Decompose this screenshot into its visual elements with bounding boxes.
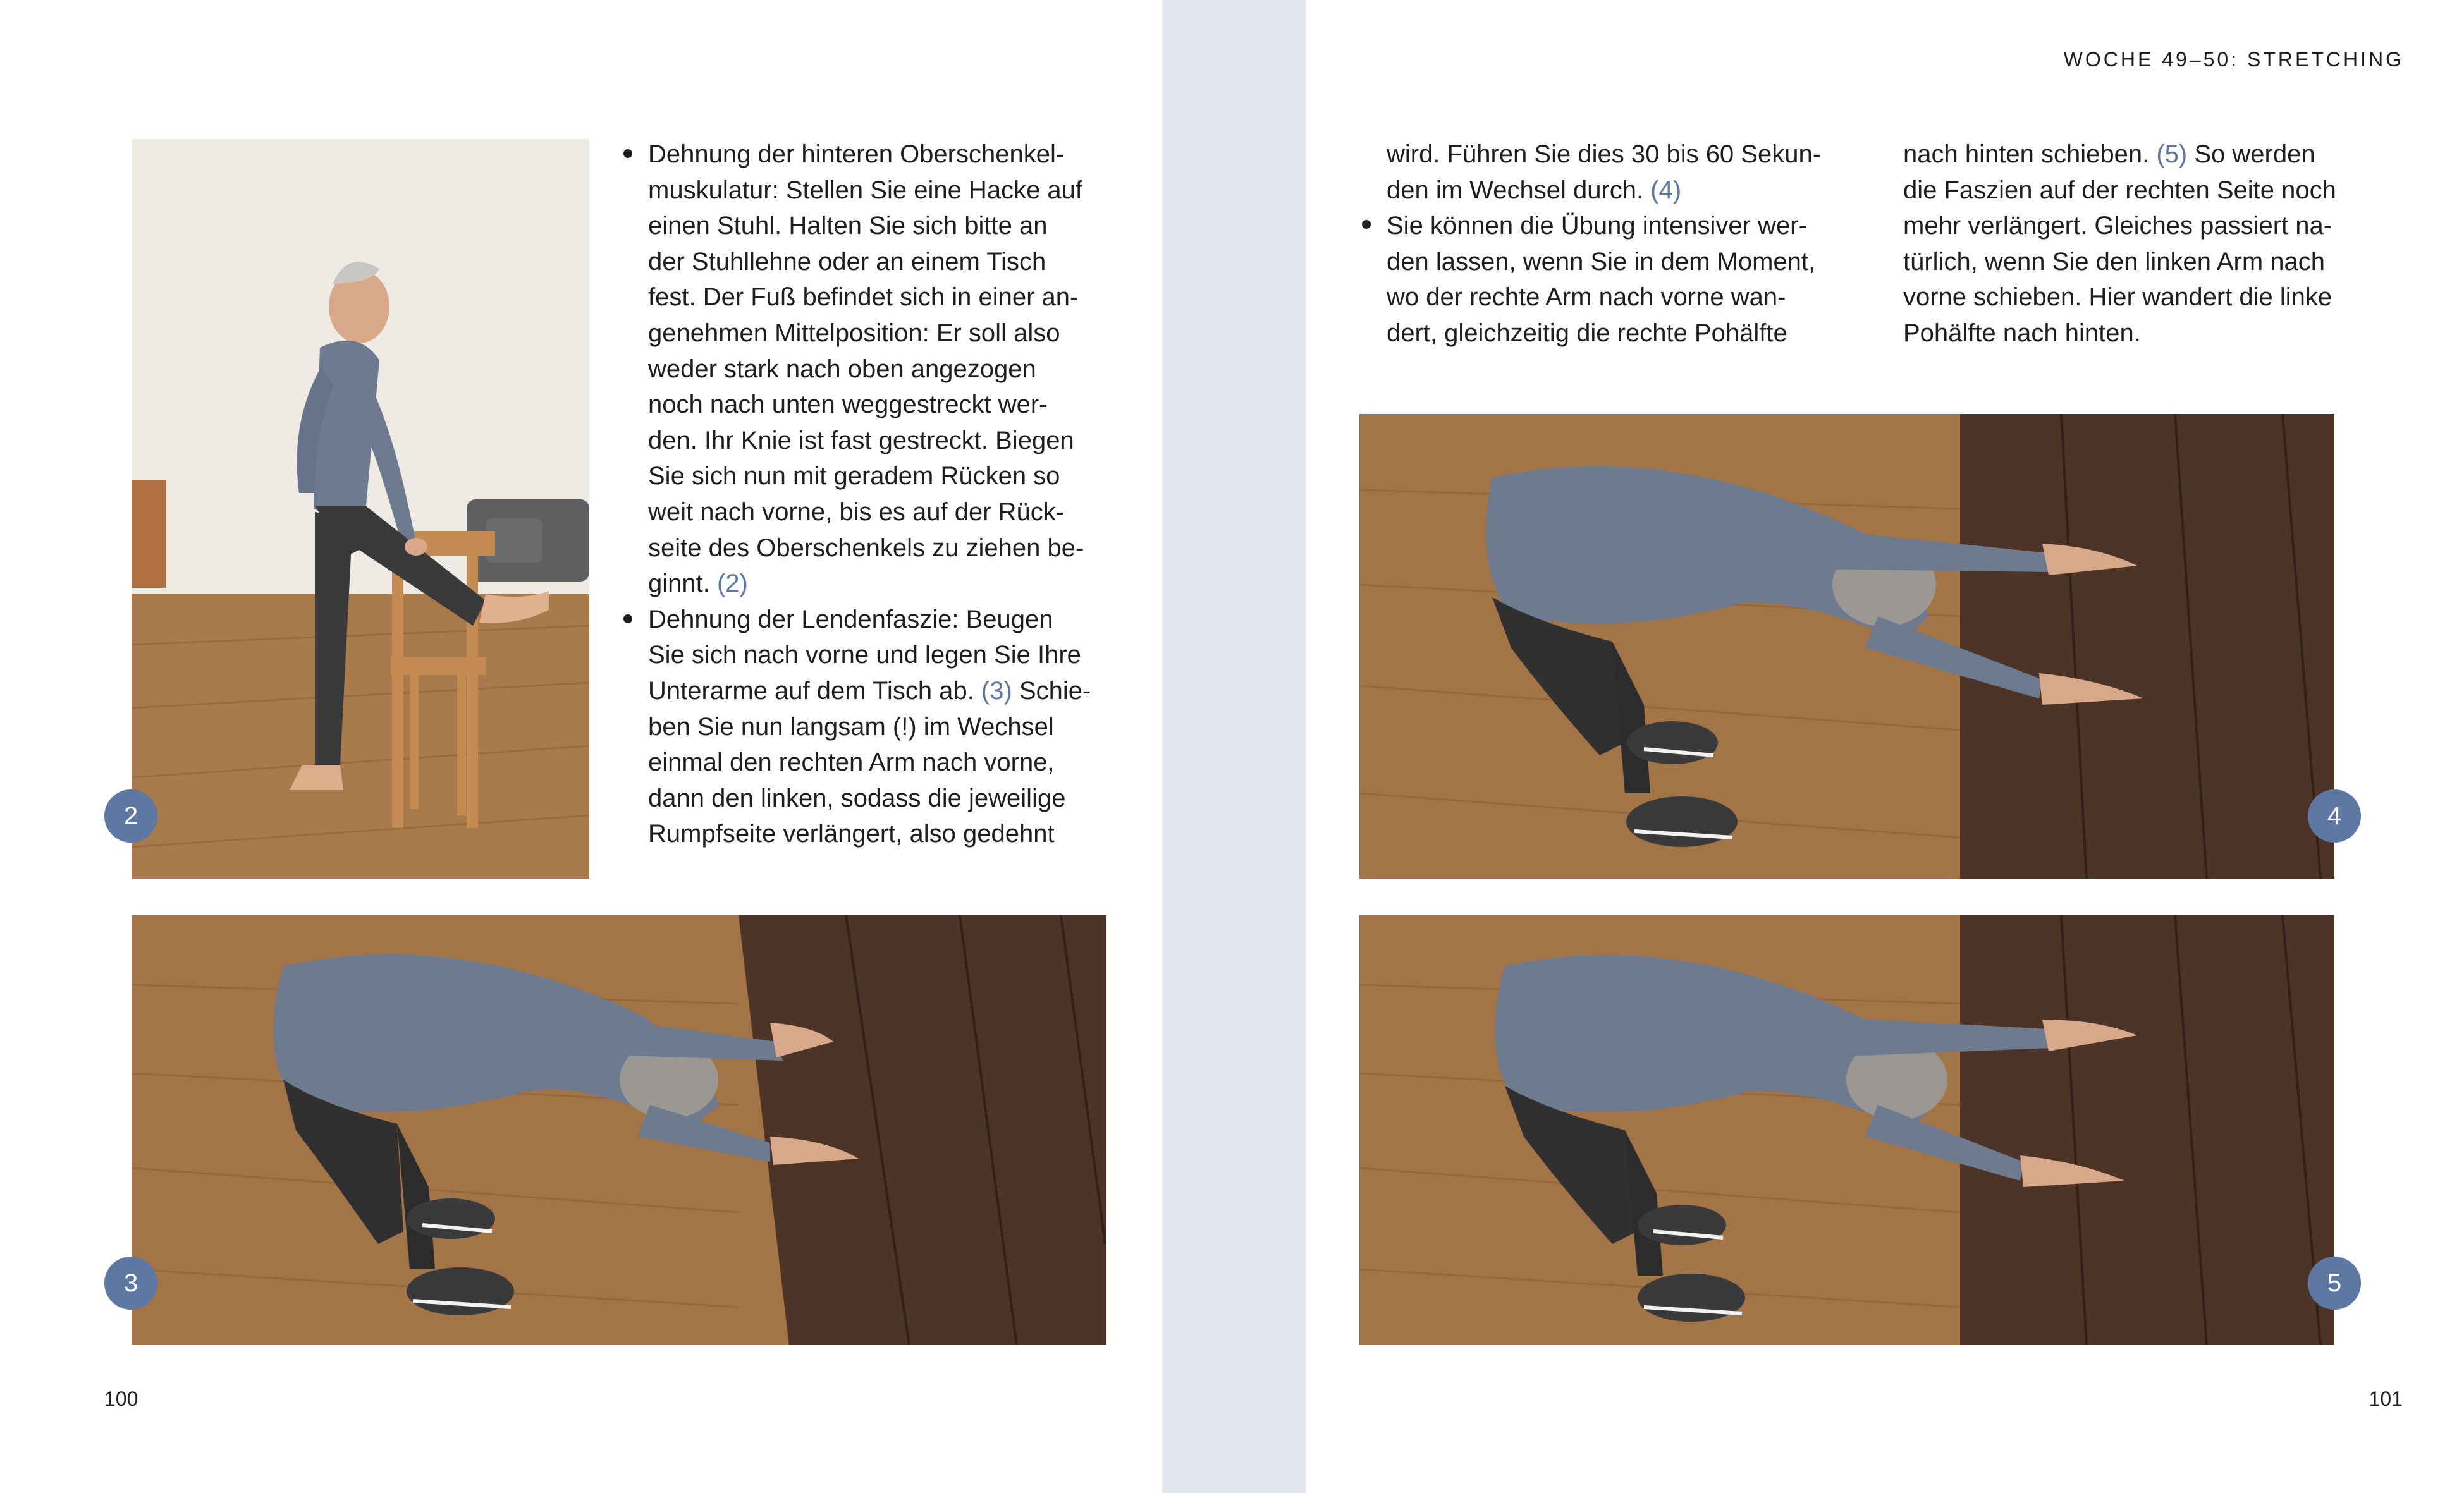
left-page [0, 0, 1162, 1493]
page-number-right: 101 [2369, 1387, 2403, 1410]
photo-forearms-on-table [132, 915, 1106, 1345]
text-line: einen Stuhl. Halten Sie sich bitte an [648, 212, 1048, 240]
text-line-part: nach hinten schieben. [1903, 140, 2150, 168]
text-line: dert, gleichzeitig die rechte Pohälfte [1387, 319, 1787, 347]
text-line: wo der rechte Arm nach vorne wan- [1387, 283, 1786, 312]
text-line: noch nach unten weggestreckt wer- [648, 391, 1048, 419]
text-line: Dehnung der Lendenfaszie: Beugen [648, 605, 1053, 633]
text-line: wird. Führen Sie dies 30 bis 60 Sekun- [1387, 140, 1822, 168]
text-line: Rumpfseite verlängert, also gedehnt [648, 820, 1055, 848]
text-line: Dehnung der hinteren Oberschenkel- [648, 140, 1065, 168]
photo-arm-slide-right [1359, 414, 2334, 879]
text-line-part: ginnt. [648, 570, 710, 598]
bullet [623, 614, 632, 623]
text-line: den. Ihr Knie ist fast gestreckt. Biegen [648, 426, 1074, 454]
page-number-left: 100 [104, 1387, 138, 1410]
figure-ref-2: (2) [716, 570, 748, 598]
bullet [623, 149, 632, 158]
bullet [1362, 220, 1371, 229]
figure-badge-3: 3 [104, 1257, 157, 1310]
text-line: den lassen, wenn Sie in dem Moment, [1387, 247, 1816, 276]
text-line: dann den linken, sodass die jeweilige [648, 784, 1066, 812]
photo-arm-slide-left [1359, 915, 2334, 1345]
text-line: muskulatur: Stellen Sie eine Hacke auf [648, 176, 1083, 204]
text-line-part: den im Wechsel durch. [1387, 176, 1644, 204]
figure-badge-5: 5 [2308, 1257, 2361, 1310]
text-line [648, 566, 1091, 602]
figure-badge-2: 2 [104, 789, 157, 843]
text-line: ben Sie nun langsam (!) im Wechsel [648, 712, 1054, 741]
text-line: vorne schieben. Hier wandert die linke [1903, 283, 2332, 312]
text-line-part: Schie- [1019, 676, 1091, 705]
text-line: einmal den rechten Arm nach vorne, [648, 748, 1055, 777]
text-line-part: So werden [2194, 140, 2315, 168]
running-head: WOCHE 49–50: STRETCHING [2063, 48, 2404, 71]
spine-gutter [1162, 0, 1306, 1493]
text-line: mehr verlängert. Gleiches passiert na- [1903, 212, 2332, 240]
text-line: genehmen Mittelposition: Er soll also [648, 319, 1060, 347]
text-line [1387, 173, 1821, 209]
text-column-right-b [1903, 137, 2336, 351]
photo-hamstring-stretch [132, 139, 589, 879]
text-column-left [648, 137, 1091, 852]
text-line: seite des Oberschenkels zu ziehen be- [648, 533, 1084, 562]
right-page [1306, 0, 2464, 1493]
text-line [648, 673, 1091, 709]
text-line [1903, 137, 2336, 173]
figure-ref-3: (3) [981, 676, 1012, 705]
text-line-part: Unterarme auf dem Tisch ab. [648, 676, 974, 705]
figure-ref-5: (5) [2156, 140, 2188, 168]
text-line: weit nach vorne, bis es auf der Rück- [648, 497, 1065, 526]
text-line: türlich, wenn Sie den linken Arm nach [1903, 247, 2326, 276]
text-line: der Stuhllehne oder an einem Tisch [648, 247, 1046, 276]
text-line: Sie sich nach vorne und legen Sie Ihre [648, 641, 1081, 669]
text-line: weder stark nach oben angezogen [648, 355, 1036, 383]
figure-badge-4: 4 [2308, 789, 2361, 843]
text-line: Sie sich nun mit geradem Rücken so [648, 462, 1060, 491]
text-line: Pohälfte nach hinten. [1903, 319, 2141, 347]
text-line: Sie können die Übung intensiver wer- [1387, 212, 1807, 240]
figure-ref-4: (4) [1650, 176, 1682, 204]
text-column-right-a [1387, 137, 1821, 351]
text-line: die Faszien auf der rechten Seite noch [1903, 176, 2336, 204]
text-line: fest. Der Fuß befindet sich in einer an- [648, 283, 1079, 312]
